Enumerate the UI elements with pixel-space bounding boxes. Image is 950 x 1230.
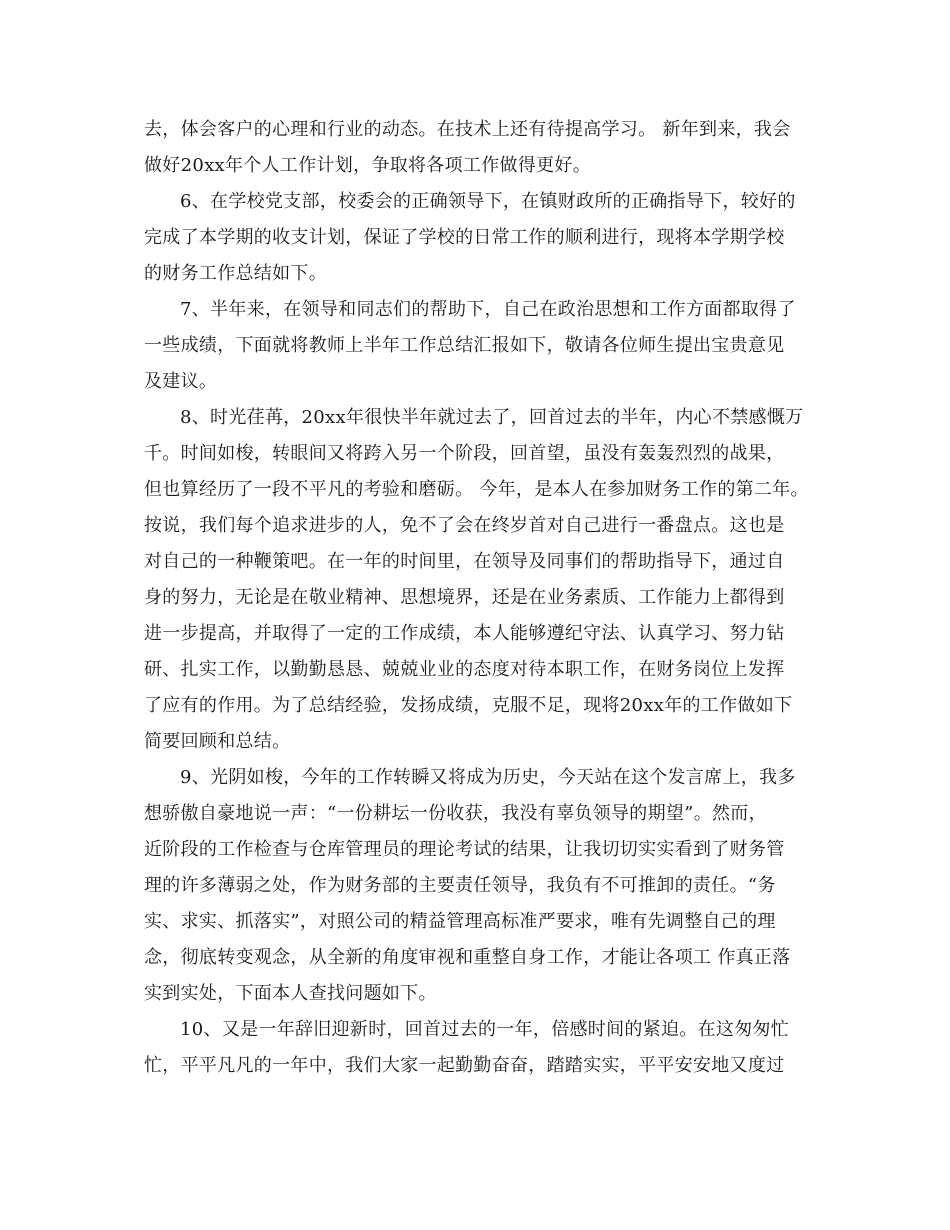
text-line: 身的努力，无论是在敬业精神、思想境界，还是在业务素质、工作能力上都得到 xyxy=(144,587,785,608)
text-line: 忙，平平凡凡的一年中，我们大家一起勤勤奋奋，踏踏实实，平平安安地又度过 xyxy=(144,1055,785,1076)
text-line: 简要回顾和总结。 xyxy=(144,731,291,752)
text-line: 一些成绩，下面就将教师上半年工作总结汇报如下，敬请各位师生提出宝贵意见 xyxy=(144,335,785,356)
text-line: 近阶段的工作检查与仓库管理员的理论考试的结果，让我切切实实看到了财务管 xyxy=(144,839,785,860)
paragraph-7-start: 7、半年来，在领导和同志们的帮助下，自己在政治思想和工作方面都取得了 xyxy=(180,299,796,320)
paragraph-8-start: 8、时光荏苒，20xx年很快半年就过去了，回首过去的半年，内心不禁感慨万 xyxy=(180,407,804,428)
text-line: 了应有的作用。为了总结经验，发扬成绩，克服不足，现将20xx年的工作做如下 xyxy=(144,695,793,716)
text-line: 做好20xx年个人工作计划，争取将各项工作做得更好。 xyxy=(144,155,592,176)
text-line: 念，彻底转变观念，从全新的角度审视和重整自身工作，才能让各项工 作真正落 xyxy=(144,947,791,968)
text-line: 千。时间如梭，转眼间又将跨入另一个阶段，回首望，虽没有轰轰烈烈的战果， xyxy=(144,443,785,464)
text-line: 对自己的一种鞭策吧。在一年的时间里，在领导及同事们的帮助指导下，通过自 xyxy=(144,551,785,572)
text-line: 去，体会客户的心理和行业的动态。在技术上还有待提高学习。 新年到来，我会 xyxy=(144,119,791,140)
text-line: 想骄傲自豪地说一声：“一份耕坛一份收获，我没有辜负领导的期望”。然而， xyxy=(144,803,767,824)
paragraph-10-start: 10、又是一年辞旧迎新时，回首过去的一年，倍感时间的紧迫。在这匆匆忙 xyxy=(180,1019,790,1040)
text-line: 实到实处，下面本人查找问题如下。 xyxy=(144,983,437,1004)
text-line: 完成了本学期的收支计划，保证了学校的日常工作的顺利进行，现将本学期学校 xyxy=(144,227,785,248)
text-line: 理的许多薄弱之处，作为财务部的主要责任领导，我负有不可推卸的责任。“务 xyxy=(144,875,776,896)
paragraph-6-start: 6、在学校党支部，校委会的正确领导下，在镇财政所的正确指导下，较好的 xyxy=(180,191,796,212)
text-line: 实、求实、抓落实”，对照公司的精益管理高标准严要求，唯有先调整自己的理 xyxy=(144,911,776,932)
text-line: 的财务工作总结如下。 xyxy=(144,263,327,284)
text-line: 但也算经历了一段不平凡的考验和磨砺。 今年，是本人在参加财务工作的第二年。 xyxy=(144,479,809,500)
paragraph-9-start: 9、光阴如梭，今年的工作转瞬又将成为历史，今天站在这个发言席上，我多 xyxy=(180,767,796,788)
text-line: 进一步提高，并取得了一定的工作成绩，本人能够遵纪守法、认真学习、努力钻 xyxy=(144,623,785,644)
text-line: 研、扎实工作，以勤勤恳恳、兢兢业业的态度对待本职工作，在财务岗位上发挥 xyxy=(144,659,785,680)
text-line: 及建议。 xyxy=(144,371,218,392)
text-line: 按说，我们每个追求进步的人，免不了会在终岁首对自己进行一番盘点。这也是 xyxy=(144,515,785,536)
